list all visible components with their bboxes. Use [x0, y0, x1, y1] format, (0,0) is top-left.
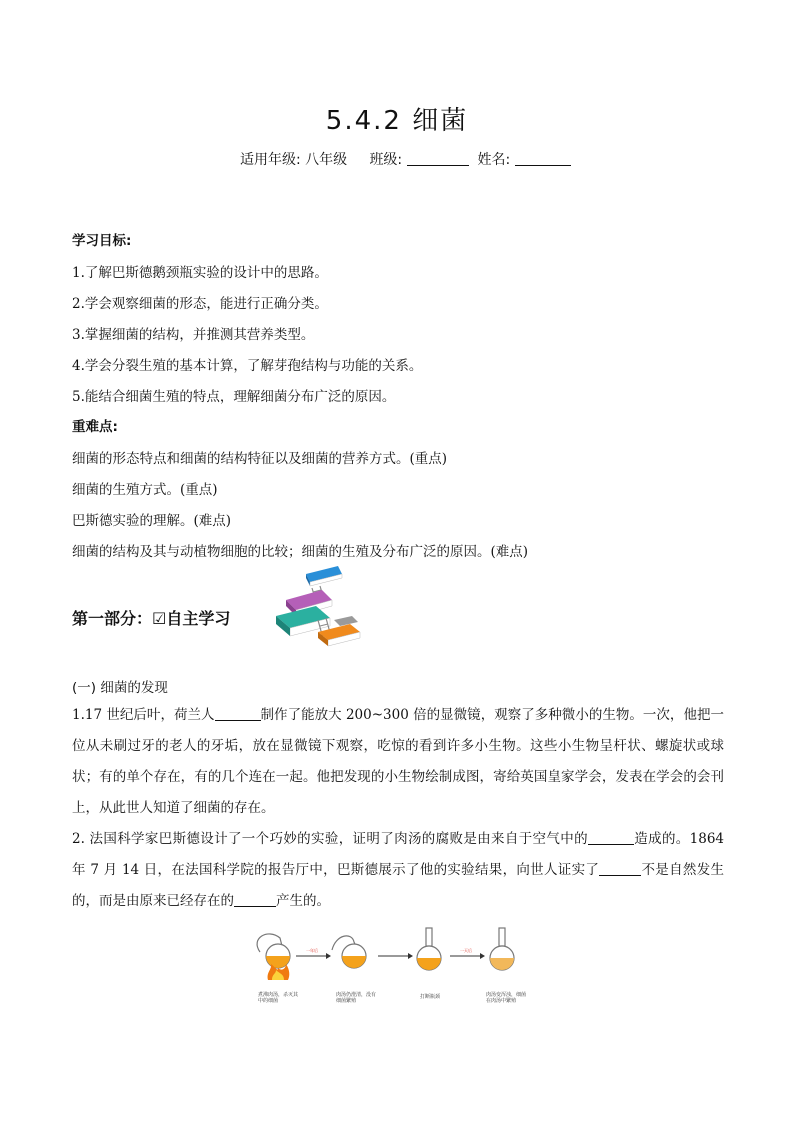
p2-text-d: 产生的。	[276, 893, 330, 909]
books-illustration	[272, 560, 364, 656]
broken-neck-flask	[417, 928, 441, 970]
svg-text:在肉汤中繁殖: 在肉汤中繁殖	[486, 998, 517, 1004]
blank-bacteria[interactable]	[599, 861, 641, 876]
svg-text:肉汤仍澄清，没有: 肉汤仍澄清，没有	[336, 992, 377, 998]
header-info	[240, 149, 571, 169]
swan-neck-flask-clear	[332, 936, 366, 968]
cloudy-broth-flask	[490, 928, 514, 970]
key-point-item: 细菌的生殖方式。(重点)	[72, 482, 218, 498]
key-point-item: 巴斯德实验的理解。(难点)	[72, 513, 232, 529]
p1-text-b: 制作了能放大 200~300 倍的显微镜，观察了多种微小的生物。一次，他把一位从未刷过牙的老人的牙垢，放在显微镜下观察，吃惊的看到许多小生物。这些小生物呈杆状、螺旋状或球状；有的单个存在，有的几个连在一起。他把发现的小生物绘制成图，寄给英国皇家学会，发表在学会的会刊上，从此世人知道了细菌的存在。	[72, 707, 724, 816]
grade-label: 适用年级: 八年级	[240, 152, 348, 168]
key-point-item: 细菌的结构及其与动植物细胞的比较；细菌的生殖及分布广泛的原因。(难点)	[72, 544, 529, 560]
arrow-plain	[378, 953, 413, 959]
paragraph-2	[72, 824, 724, 917]
arrow-one-year	[296, 947, 331, 959]
objective-item: 4.学会分裂生殖的基本计算，了解芽孢结构与功能的关系。	[72, 358, 423, 374]
arrow-one-day	[450, 947, 485, 959]
name-blank[interactable]	[515, 151, 571, 166]
svg-text:煮沸肉汤，杀灭其: 煮沸肉汤，杀灭其	[258, 992, 299, 998]
svg-text:中的细菌: 中的细菌	[258, 998, 279, 1004]
swan-neck-flask-heated	[257, 934, 290, 980]
blank-origin[interactable]	[234, 892, 276, 907]
key-points-heading: 重难点:	[72, 419, 118, 435]
objective-item: 3.掌握细菌的结构，并推测其营养类型。	[72, 327, 315, 343]
objective-item: 5.能结合细菌生殖的特点，理解细菌分布广泛的原因。	[72, 389, 396, 405]
section-title: (一) 细菌的发现	[72, 680, 168, 696]
p2-text-b: 造成的。1864 年 7 月 14 日，在法国科学院的报告厅中，巴斯德展示了他的实验结果，向世人证实了	[72, 831, 725, 878]
class-label: 班级:	[369, 152, 403, 168]
objective-item: 2.学会观察细菌的形态，能进行正确分类。	[72, 296, 328, 312]
key-point-item: 细菌的形态特点和细菌的结构特征以及细菌的营养方式。(重点)	[72, 451, 448, 467]
pasteur-experiment-diagram	[240, 924, 540, 1010]
p1-text-a: 1.17 世纪后叶，荷兰人	[72, 707, 215, 723]
blank-cause[interactable]	[588, 830, 634, 845]
objectives-heading: 学习目标:	[72, 233, 132, 249]
svg-text:一年后: 一年后	[306, 948, 318, 953]
p2-text-c: 不是自然发生的，而是由原来已经存在的	[72, 862, 724, 909]
p2-text-a: 2. 法国科学家巴斯德设计了一个巧妙的实验，证明了肉汤的腐败是由来自于空气中的	[72, 831, 588, 847]
paragraph-1	[72, 700, 724, 824]
objective-item: 1.了解巴斯德鹅颈瓶实验的设计中的思路。	[72, 265, 328, 281]
svg-text:一天后: 一天后	[460, 948, 472, 953]
name-label: 姓名:	[477, 152, 511, 168]
svg-text:细菌繁殖: 细菌繁殖	[336, 998, 357, 1004]
svg-text:打断瓶颈: 打断瓶颈	[420, 994, 441, 1000]
page-title: 5.4.2 细菌	[325, 106, 469, 136]
blank-scientist[interactable]	[215, 706, 261, 721]
class-blank[interactable]	[407, 151, 469, 166]
part1-heading: 第一部分：☑自主学习	[72, 609, 231, 628]
svg-text:肉汤变浑浊，细菌: 肉汤变浑浊，细菌	[486, 992, 527, 998]
